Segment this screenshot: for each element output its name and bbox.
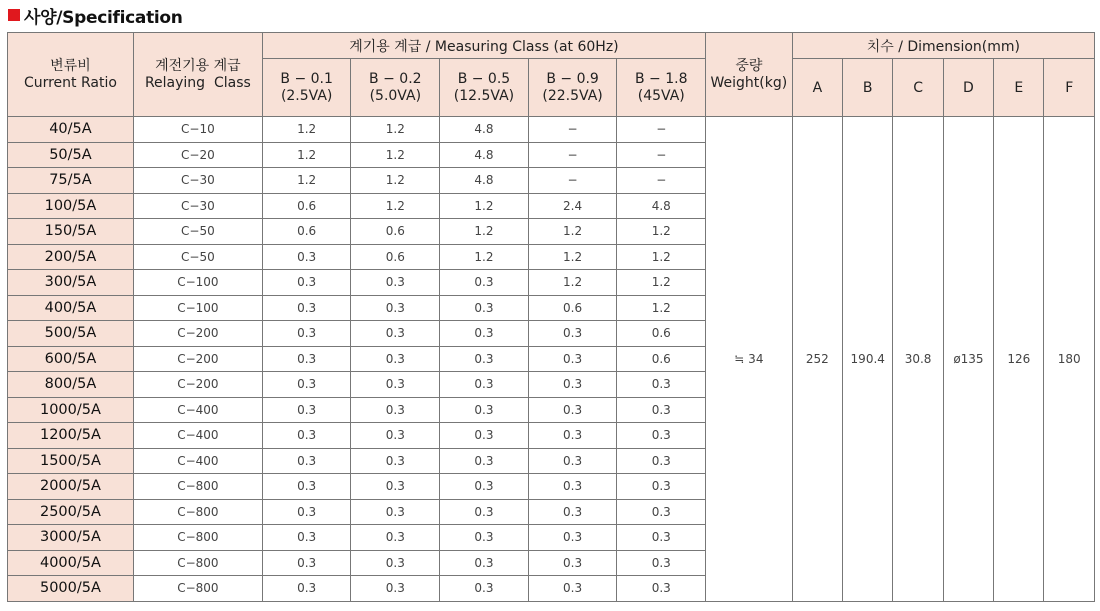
measuring-class-cell: − xyxy=(528,117,617,143)
measuring-class-cell: 0.3 xyxy=(262,576,351,602)
header-measuring-class xyxy=(262,59,351,117)
relaying-class-cell: C−800 xyxy=(133,525,262,551)
measuring-class-cell: 0.3 xyxy=(528,474,617,500)
header-measuring-class-va: (2.5VA) xyxy=(280,87,333,104)
measuring-class-cell: 0.3 xyxy=(617,550,706,576)
measuring-class-cell: 0.3 xyxy=(351,372,440,398)
header-dimension-e: E xyxy=(994,59,1044,117)
measuring-class-cell: 0.6 xyxy=(351,219,440,245)
measuring-class-cell: 4.8 xyxy=(617,193,706,219)
dimension-cell-c: 30.8 xyxy=(893,117,943,602)
current-ratio-cell: 300/5A xyxy=(8,270,134,296)
measuring-class-cell: 0.3 xyxy=(617,372,706,398)
measuring-class-cell: 0.3 xyxy=(262,448,351,474)
dimension-cell-b: 190.4 xyxy=(843,117,893,602)
current-ratio-cell: 800/5A xyxy=(8,372,134,398)
measuring-class-cell: 0.3 xyxy=(528,423,617,449)
measuring-class-cell: 0.3 xyxy=(440,270,529,296)
measuring-class-cell: 0.3 xyxy=(351,270,440,296)
header-measuring-class-burden: B − 0.1 xyxy=(280,70,333,87)
measuring-class-cell: 0.3 xyxy=(617,576,706,602)
measuring-class-cell: 0.3 xyxy=(351,346,440,372)
measuring-class-cell: 0.6 xyxy=(528,295,617,321)
current-ratio-cell: 5000/5A xyxy=(8,576,134,602)
measuring-class-cell: 0.3 xyxy=(440,295,529,321)
measuring-class-cell: 0.3 xyxy=(440,423,529,449)
measuring-class-cell: − xyxy=(528,142,617,168)
measuring-class-cell: 0.3 xyxy=(262,270,351,296)
measuring-class-cell: 0.3 xyxy=(440,550,529,576)
measuring-class-cell: 0.3 xyxy=(262,321,351,347)
current-ratio-cell: 150/5A xyxy=(8,219,134,245)
measuring-class-cell: 0.3 xyxy=(617,397,706,423)
header-weight xyxy=(706,33,793,117)
measuring-class-cell: 0.3 xyxy=(440,448,529,474)
header-measuring-class-burden: B − 0.2 xyxy=(369,70,422,87)
current-ratio-cell: 75/5A xyxy=(8,168,134,194)
measuring-class-cell: 1.2 xyxy=(617,244,706,270)
current-ratio-cell: 40/5A xyxy=(8,117,134,143)
measuring-class-cell: 0.3 xyxy=(262,372,351,398)
measuring-class-cell: 0.6 xyxy=(262,219,351,245)
measuring-class-cell: 0.3 xyxy=(262,550,351,576)
measuring-class-cell: 1.2 xyxy=(351,168,440,194)
current-ratio-cell: 3000/5A xyxy=(8,525,134,551)
measuring-class-cell: 0.3 xyxy=(262,346,351,372)
measuring-class-cell: 0.3 xyxy=(528,448,617,474)
measuring-class-cell: 0.6 xyxy=(351,244,440,270)
relaying-class-cell: C−50 xyxy=(133,244,262,270)
header-measuring-class xyxy=(440,59,529,117)
header-current-ratio xyxy=(8,33,134,117)
measuring-class-cell: 0.3 xyxy=(262,474,351,500)
measuring-class-cell: 1.2 xyxy=(617,295,706,321)
measuring-class-cell: 0.3 xyxy=(262,244,351,270)
header-measuring-class-va: (45VA) xyxy=(637,87,685,104)
table-row xyxy=(8,117,1095,143)
measuring-class-cell: − xyxy=(617,168,706,194)
measuring-class-cell: 4.8 xyxy=(440,117,529,143)
measuring-class-cell: 0.3 xyxy=(617,474,706,500)
header-measuring-class-burden: B − 1.8 xyxy=(634,70,688,87)
measuring-class-cell: 0.3 xyxy=(351,448,440,474)
red-square-icon xyxy=(8,9,20,21)
header-dimension-d: D xyxy=(943,59,993,117)
header-measuring-class xyxy=(617,59,706,117)
relaying-class-cell: C−10 xyxy=(133,117,262,143)
measuring-class-cell: 0.3 xyxy=(351,576,440,602)
measuring-class-cell: 1.2 xyxy=(440,244,529,270)
relaying-class-cell: C−800 xyxy=(133,474,262,500)
relaying-class-cell: C−400 xyxy=(133,397,262,423)
measuring-class-cell: 0.3 xyxy=(617,525,706,551)
measuring-class-cell: 1.2 xyxy=(617,219,706,245)
header-measuring-class-burden: B − 0.5 xyxy=(457,70,511,87)
relaying-class-cell: C−100 xyxy=(133,295,262,321)
measuring-class-cell: 0.6 xyxy=(262,193,351,219)
section-title: 사양/Specification xyxy=(24,7,183,28)
measuring-class-cell: 1.2 xyxy=(262,168,351,194)
measuring-class-cell: 1.2 xyxy=(528,219,617,245)
measuring-class-cell: 1.2 xyxy=(617,270,706,296)
measuring-class-cell: 1.2 xyxy=(262,142,351,168)
measuring-class-cell: 0.3 xyxy=(617,499,706,525)
measuring-class-cell: 0.6 xyxy=(617,346,706,372)
measuring-class-cell: 0.3 xyxy=(440,499,529,525)
relaying-class-cell: C−200 xyxy=(133,346,262,372)
header-measuring-class-va: (22.5VA) xyxy=(542,87,603,104)
measuring-class-cell: 1.2 xyxy=(351,193,440,219)
relaying-class-cell: C−800 xyxy=(133,499,262,525)
measuring-class-cell: 0.3 xyxy=(262,295,351,321)
measuring-class-cell: 0.3 xyxy=(262,397,351,423)
dimension-cell-d: ø135 xyxy=(943,117,993,602)
measuring-class-cell: − xyxy=(617,142,706,168)
header-dimension-group: 치수 / Dimension(mm) xyxy=(792,33,1094,59)
measuring-class-cell: 0.3 xyxy=(351,525,440,551)
relaying-class-cell: C−20 xyxy=(133,142,262,168)
relaying-class-cell: C−800 xyxy=(133,550,262,576)
measuring-class-cell: 0.3 xyxy=(528,372,617,398)
measuring-class-cell: 4.8 xyxy=(440,168,529,194)
current-ratio-cell: 50/5A xyxy=(8,142,134,168)
measuring-class-cell: 1.2 xyxy=(351,117,440,143)
header-measuring-class-va: (5.0VA) xyxy=(369,87,422,104)
header-measuring-class xyxy=(351,59,440,117)
measuring-class-cell: 0.3 xyxy=(351,397,440,423)
header-measuring-class xyxy=(528,59,617,117)
header-relaying-class-ko: 계전기용 계급 xyxy=(155,57,241,74)
current-ratio-cell: 600/5A xyxy=(8,346,134,372)
header-current-ratio-en: Current Ratio xyxy=(23,74,117,91)
measuring-class-cell: 0.3 xyxy=(262,525,351,551)
header-dimension-c: C xyxy=(893,59,943,117)
dimension-cell-e: 126 xyxy=(994,117,1044,602)
header-measuring-class-va: (12.5VA) xyxy=(453,87,515,104)
measuring-class-cell: − xyxy=(528,168,617,194)
header-dimension-f: F xyxy=(1044,59,1095,117)
measuring-class-cell: 1.2 xyxy=(528,244,617,270)
measuring-class-cell: 0.3 xyxy=(351,423,440,449)
measuring-class-cell: 0.3 xyxy=(528,346,617,372)
measuring-class-cell: 0.6 xyxy=(617,321,706,347)
current-ratio-cell: 200/5A xyxy=(8,244,134,270)
relaying-class-cell: C−100 xyxy=(133,270,262,296)
header-measuring-class-burden: B − 0.9 xyxy=(546,70,599,87)
current-ratio-cell: 2000/5A xyxy=(8,474,134,500)
measuring-class-cell: 0.3 xyxy=(440,372,529,398)
measuring-class-cell: 0.3 xyxy=(440,321,529,347)
header-dimension-b: B xyxy=(843,59,893,117)
measuring-class-cell: 0.3 xyxy=(440,576,529,602)
measuring-class-cell: 1.2 xyxy=(262,117,351,143)
measuring-class-cell: 0.3 xyxy=(528,550,617,576)
relaying-class-cell: C−200 xyxy=(133,372,262,398)
measuring-class-cell: 0.3 xyxy=(528,576,617,602)
measuring-class-cell: 0.3 xyxy=(351,295,440,321)
current-ratio-cell: 2500/5A xyxy=(8,499,134,525)
weight-cell: ≒ 34 xyxy=(706,117,793,602)
measuring-class-cell: 0.3 xyxy=(617,423,706,449)
header-current-ratio-ko: 변류비 xyxy=(50,57,91,74)
measuring-class-cell: 0.3 xyxy=(351,550,440,576)
relaying-class-cell: C−400 xyxy=(133,423,262,449)
header-relaying-class-en: Relaying Class xyxy=(144,74,251,91)
measuring-class-cell: 0.3 xyxy=(617,448,706,474)
relaying-class-cell: C−30 xyxy=(133,168,262,194)
current-ratio-cell: 1200/5A xyxy=(8,423,134,449)
measuring-class-cell: 1.2 xyxy=(528,270,617,296)
measuring-class-cell: 1.2 xyxy=(440,219,529,245)
header-weight-en: Weight(kg) xyxy=(710,74,788,91)
relaying-class-cell: C−800 xyxy=(133,576,262,602)
dimension-cell-a: 252 xyxy=(792,117,842,602)
header-relaying-class xyxy=(133,33,262,117)
specification-table xyxy=(7,32,1095,602)
measuring-class-cell: 0.3 xyxy=(440,525,529,551)
header-measuring-class-group: 계기용 계급 / Measuring Class (at 60Hz) xyxy=(262,33,705,59)
relaying-class-cell: C−30 xyxy=(133,193,262,219)
measuring-class-cell: 0.3 xyxy=(528,321,617,347)
current-ratio-cell: 400/5A xyxy=(8,295,134,321)
header-dimension-a: A xyxy=(792,59,842,117)
current-ratio-cell: 1500/5A xyxy=(8,448,134,474)
measuring-class-cell: 0.3 xyxy=(528,499,617,525)
relaying-class-cell: C−200 xyxy=(133,321,262,347)
measuring-class-cell: 4.8 xyxy=(440,142,529,168)
measuring-class-cell: 0.3 xyxy=(440,397,529,423)
relaying-class-cell: C−50 xyxy=(133,219,262,245)
measuring-class-cell: 0.3 xyxy=(528,525,617,551)
section-heading xyxy=(8,2,183,28)
measuring-class-cell: 0.3 xyxy=(262,499,351,525)
relaying-class-cell: C−400 xyxy=(133,448,262,474)
measuring-class-cell: 0.3 xyxy=(528,397,617,423)
measuring-class-cell: 0.3 xyxy=(351,321,440,347)
measuring-class-cell: 1.2 xyxy=(351,142,440,168)
measuring-class-cell: 1.2 xyxy=(440,193,529,219)
current-ratio-cell: 100/5A xyxy=(8,193,134,219)
current-ratio-cell: 1000/5A xyxy=(8,397,134,423)
measuring-class-cell: 0.3 xyxy=(351,474,440,500)
measuring-class-cell: 2.4 xyxy=(528,193,617,219)
measuring-class-cell: 0.3 xyxy=(351,499,440,525)
measuring-class-cell: 0.3 xyxy=(440,474,529,500)
current-ratio-cell: 500/5A xyxy=(8,321,134,347)
measuring-class-cell: 0.3 xyxy=(262,423,351,449)
measuring-class-cell: 0.3 xyxy=(440,346,529,372)
measuring-class-cell: − xyxy=(617,117,706,143)
current-ratio-cell: 4000/5A xyxy=(8,550,134,576)
header-weight-ko: 중량 xyxy=(735,57,763,74)
dimension-cell-f: 180 xyxy=(1044,117,1095,602)
